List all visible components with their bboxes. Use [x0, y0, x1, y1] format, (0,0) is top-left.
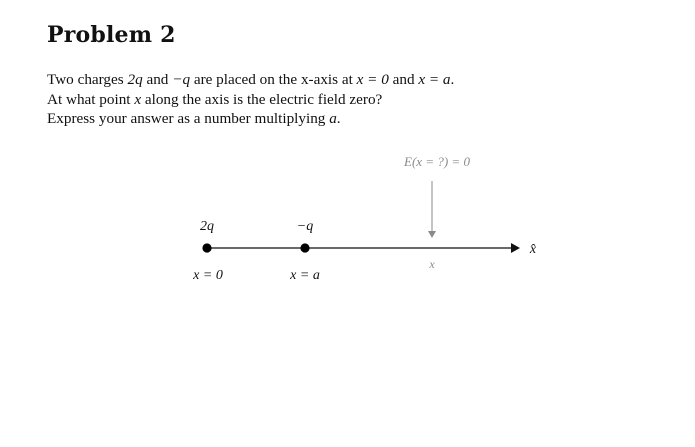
position-zero-label: x = 0 [193, 268, 223, 283]
position-a-label: x = a [290, 268, 320, 283]
statement-line-1: Two charges 2q and −q are placed on the x-axis at x = 0 and x = a. [47, 71, 455, 88]
variable-a-inline: a [329, 110, 337, 127]
problem-title: Problem 2 [47, 22, 176, 48]
statement-line-3: Express your answer as a number multiplying a. [47, 110, 341, 127]
x-axis-label: x̂ [529, 242, 537, 257]
statement-line-2: At what point x along the axis is the electric field zero? [47, 90, 383, 108]
charge-2q-inline: 2q [127, 71, 143, 88]
charge-minus-q-label: −q [296, 219, 314, 234]
charge-2q-dot [202, 243, 211, 252]
charge-minus-q-dot [300, 243, 309, 252]
variable-x-inline: x [134, 90, 142, 108]
position-a-inline: x = a [418, 71, 451, 88]
unknown-x-label: x [429, 257, 435, 271]
charge-2q-label: 2q [200, 219, 214, 234]
field-zero-label: E(x = ?) = 0 [404, 154, 470, 169]
x-axis-arrowhead [511, 243, 520, 253]
charge-minus-q-inline: −q [172, 71, 191, 88]
field-arrow-head [428, 231, 436, 238]
position-zero-inline: x = 0 [356, 71, 389, 88]
